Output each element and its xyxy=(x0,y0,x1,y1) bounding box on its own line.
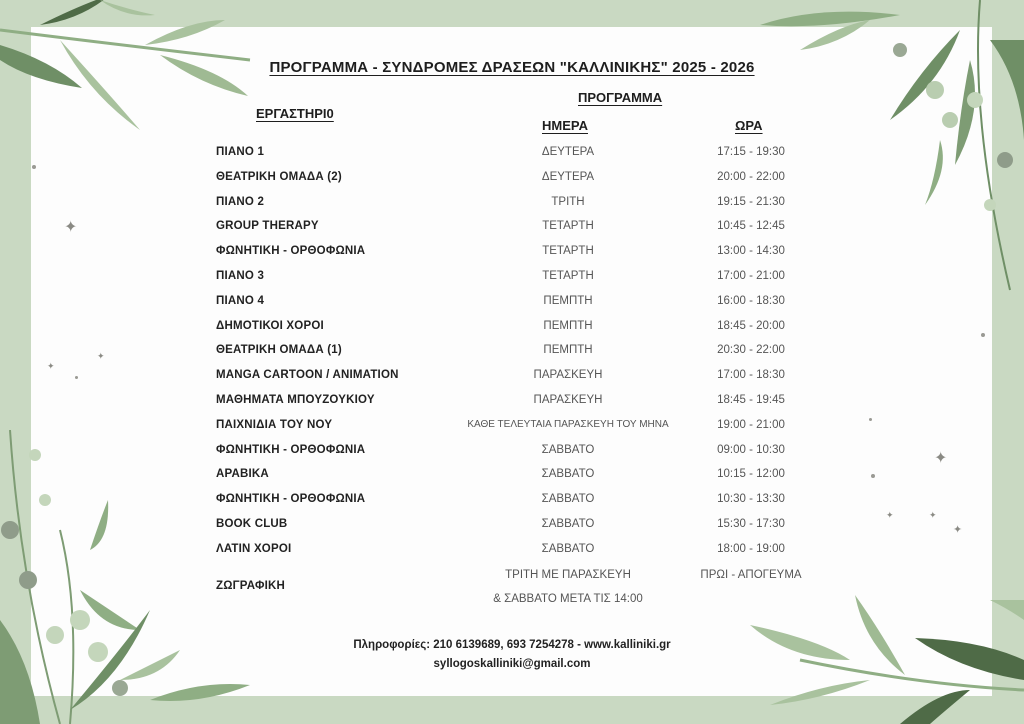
row-day: ΣΑΒΒΑΤΟ xyxy=(541,542,595,555)
row-day: & ΣΑΒΒΑΤΟ ΜΕΤΑ ΤΙΣ 14:00 xyxy=(493,593,643,605)
row-time: 17:15 - 19:30 xyxy=(717,146,785,158)
table-row xyxy=(0,444,1024,464)
sparkle-star-icon: ✦ xyxy=(97,351,105,361)
row-name: BOOK CLUB xyxy=(216,518,288,530)
row-day: ΠΕΜΠΤΗ xyxy=(543,344,593,357)
row-name: ΑΡΑΒΙΚΑ xyxy=(216,468,269,481)
row-name: GROUP THERAPY xyxy=(216,220,319,233)
row-time: 15:30 - 17:30 xyxy=(717,518,785,530)
header-program: ΠΡΟΓΡΑΜΜΑ xyxy=(578,90,663,105)
row-day: ΣΑΒΒΑΤΟ xyxy=(541,493,595,506)
table-row xyxy=(0,245,1024,265)
page-title: ΠΡΟΓΡΑΜΜΑ - ΣΥΝΔΡΟΜΕΣ ΔΡΑΣΕΩΝ "ΚΑΛΛΙΝΙΚΗΣ" 2025 - 2026 xyxy=(269,59,755,76)
row-time: 19:00 - 21:00 xyxy=(717,418,785,431)
row-time: 13:00 - 14:30 xyxy=(717,245,785,258)
row-day: ΤΡΙΤΗ xyxy=(551,195,585,208)
row-day: ΤΡΙΤΗ ΜΕ ΠΑΡΑΣΚΕΥΗ xyxy=(505,569,631,581)
row-day: ΣΑΒΒΑΤΟ xyxy=(541,443,595,456)
row-day: ΣΑΒΒΑΤΟ xyxy=(541,468,595,481)
row-name: ΠΑΙΧΝΙΔΙΑ ΤΟΥ ΝΟΥ xyxy=(216,418,333,431)
row-time: 20:30 - 22:00 xyxy=(717,344,785,357)
row-time: ΠΡΩΙ - ΑΠΟΓΕΥΜΑ xyxy=(700,569,802,581)
row-name: ΛΑΤΙΝ ΧΟΡΟΙ xyxy=(216,542,292,555)
header-workshop: ΕΡΓΑΣΤΗΡΙ0 xyxy=(256,106,334,121)
row-day: ΠΑΡΑΣΚΕΥΗ xyxy=(533,369,603,382)
row-name: ΘΕΑΤΡΙΚΗ ΟΜΑΔΑ (2) xyxy=(216,170,342,183)
row-time: 17:00 - 18:30 xyxy=(717,369,785,382)
row-name: ΔΗΜΟΤΙΚΟΙ ΧΟΡΟΙ xyxy=(216,319,324,332)
row-day: ΠΕΜΠΤΗ xyxy=(543,319,593,332)
row-time: 19:15 - 21:30 xyxy=(717,195,785,208)
row-name: ΠΙΑΝΟ 2 xyxy=(216,195,265,208)
sparkle-star-icon: ✦ xyxy=(64,219,78,236)
row-day: ΚΑΘΕ ΤΕΛΕΥΤΑΙΑ ΠΑΡΑΣΚΕΥΗ ΤΟΥ ΜΗΝΑ xyxy=(467,418,669,430)
table-row xyxy=(0,295,1024,315)
table-row xyxy=(0,468,1024,488)
row-day: ΔΕΥΤΕΡΑ xyxy=(541,170,595,183)
header-day: ΗΜΕΡΑ xyxy=(542,118,588,133)
sparkle-star-icon: ✦ xyxy=(886,510,894,520)
table-row xyxy=(0,171,1024,191)
sparkle-star-icon: ✦ xyxy=(929,510,937,520)
table-row xyxy=(0,320,1024,340)
header-time: ΩΡΑ xyxy=(735,118,763,133)
table-row xyxy=(0,270,1024,290)
row-name: ΦΩΝΗΤΙΚΗ - ΟΡΘΟΦΩΝΙΑ xyxy=(216,245,366,258)
row-name: ΘΕΑΤΡΙΚΗ ΟΜΑΔΑ (1) xyxy=(216,344,342,357)
row-time: 18:00 - 19:00 xyxy=(717,542,785,555)
row-time: 18:45 - 19:45 xyxy=(717,394,785,406)
row-time: 10:45 - 12:45 xyxy=(717,220,785,233)
table-row xyxy=(0,518,1024,538)
table-row xyxy=(0,344,1024,364)
table-row xyxy=(0,394,1024,414)
row-name: ΖΩΓΡΑΦΙΚΗ xyxy=(216,580,286,592)
row-name: ΠΙΑΝΟ 4 xyxy=(216,294,265,307)
row-day: ΠΕΜΠΤΗ xyxy=(543,294,593,307)
sparkle-star-icon: ✦ xyxy=(953,524,963,536)
table-row xyxy=(0,419,1024,439)
row-day: ΔΕΥΤΕΡΑ xyxy=(541,146,595,158)
row-day: ΠΑΡΑΣΚΕΥΗ xyxy=(533,394,603,406)
row-day: ΤΕΤΑΡΤΗ xyxy=(542,220,594,233)
sparkle-star-icon: ✦ xyxy=(47,361,55,371)
row-name: MANGA CARTOON / ANIMATION xyxy=(216,369,399,382)
row-time: 18:45 - 20:00 xyxy=(717,319,785,332)
row-day: ΣΑΒΒΑΤΟ xyxy=(541,518,595,530)
table-row xyxy=(0,593,1024,613)
row-time: 10:15 - 12:00 xyxy=(717,468,785,481)
contact-email: syllogoskalliniki@gmail.com xyxy=(433,658,591,670)
row-name: ΜΑΘΗΜΑΤΑ ΜΠΟΥΖΟΥΚΙΟΥ xyxy=(216,394,375,406)
table-row xyxy=(0,196,1024,216)
table-row xyxy=(0,220,1024,240)
row-name: ΠΙΑΝΟ 3 xyxy=(216,270,265,282)
table-row xyxy=(0,493,1024,513)
table-row xyxy=(0,369,1024,389)
row-name: ΠΙΑΝΟ 1 xyxy=(216,146,265,158)
row-time: 20:00 - 22:00 xyxy=(717,170,785,183)
row-time: 17:00 - 21:00 xyxy=(717,270,785,282)
row-time: 16:00 - 18:30 xyxy=(717,294,785,307)
table-row xyxy=(0,543,1024,563)
sparkle-star-icon: ✦ xyxy=(934,450,948,467)
row-time: 09:00 - 10:30 xyxy=(717,443,785,456)
row-name: ΦΩΝΗΤΙΚΗ - ΟΡΘΟΦΩΝΙΑ xyxy=(216,493,366,506)
row-name: ΦΩΝΗΤΙΚΗ - ΟΡΘΟΦΩΝΙΑ xyxy=(216,443,366,456)
row-day: ΤΕΤΑΡΤΗ xyxy=(542,270,594,282)
row-day: ΤΕΤΑΡΤΗ xyxy=(542,245,594,258)
row-time: 10:30 - 13:30 xyxy=(717,493,785,506)
contact-info: Πληροφορίες: 210 6139689, 693 7254278 - www.kalliniki.gr xyxy=(353,639,671,651)
table-row xyxy=(0,146,1024,166)
